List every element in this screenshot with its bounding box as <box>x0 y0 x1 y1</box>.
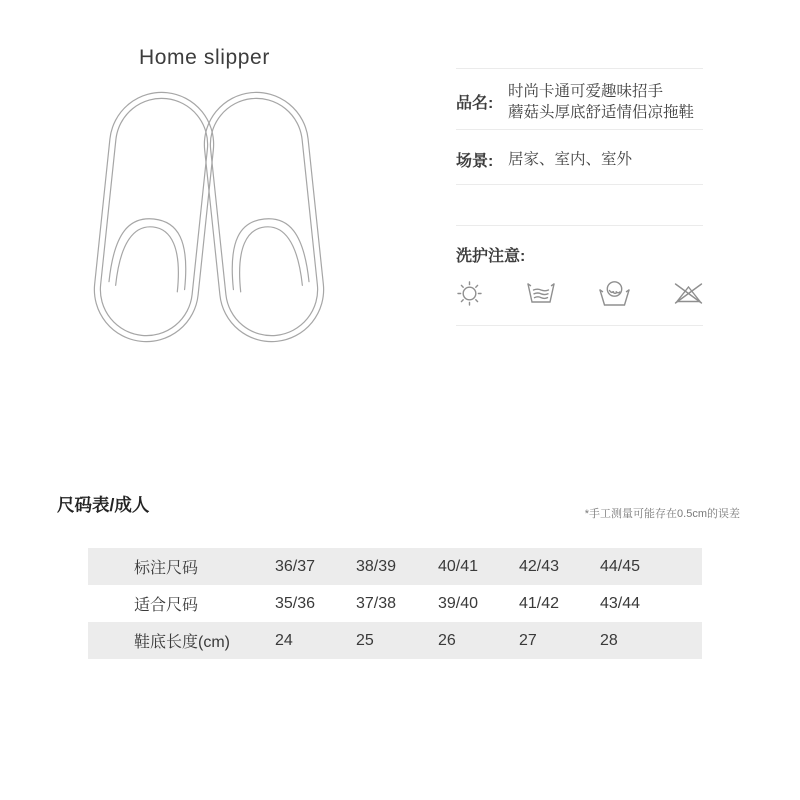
cell: 39/40 <box>438 594 479 612</box>
row-label: 适合尺码 <box>134 597 199 614</box>
do-not-bleach-icon <box>674 282 703 305</box>
divider-top <box>456 68 703 69</box>
cell: 41/42 <box>519 594 560 612</box>
care-icons-row <box>456 276 703 310</box>
brand-title: Home slipper <box>139 46 270 69</box>
scene-row <box>456 136 703 182</box>
slippers-line-drawing-illustration <box>90 88 328 346</box>
product-name-line2: 蘑菇头厚底舒适情侣凉拖鞋 <box>508 103 695 121</box>
table-row-sole-length <box>88 622 702 659</box>
divider-before-care <box>456 225 703 226</box>
row-label: 鞋底长度(cm) <box>134 634 230 651</box>
cell: 37/38 <box>356 594 397 612</box>
divider-after-scene <box>456 184 703 185</box>
cell: 38/39 <box>356 557 397 575</box>
row-label: 标注尺码 <box>134 560 199 577</box>
cell: 36/37 <box>275 557 316 575</box>
size-chart-table <box>88 548 702 659</box>
table-row-fit-size <box>88 585 702 622</box>
cell: 27 <box>519 631 537 649</box>
sun-drying-icon <box>456 280 483 307</box>
cell: 42/43 <box>519 557 560 575</box>
size-chart-title: 尺码表/成人 <box>57 495 150 515</box>
cell: 26 <box>438 631 456 649</box>
cell: 25 <box>356 631 374 649</box>
cell: 43/44 <box>600 594 641 612</box>
cell: 35/36 <box>275 594 316 612</box>
cell: 44/45 <box>600 557 641 575</box>
table-row-labeled-size <box>88 548 702 585</box>
size-chart-note: *手工测量可能存在0.5cm的误差 <box>584 508 740 520</box>
divider-bottom <box>456 325 703 326</box>
scene-label: 场景: <box>456 152 494 170</box>
wash-basin-icon <box>526 281 556 305</box>
product-name-row <box>456 74 703 129</box>
care-instructions-label: 洗护注意: <box>456 248 526 265</box>
hand-wash-icon <box>598 279 631 307</box>
cell: 28 <box>600 631 618 649</box>
product-name-line1: 时尚卡通可爱趣味招手 <box>508 82 664 100</box>
cell: 40/41 <box>438 557 479 575</box>
product-name-value <box>508 81 694 123</box>
divider-after-name <box>456 129 703 130</box>
scene-value: 居家、室内、室外 <box>508 150 633 168</box>
product-name-label: 品名: <box>456 95 494 112</box>
cell: 24 <box>275 631 293 649</box>
